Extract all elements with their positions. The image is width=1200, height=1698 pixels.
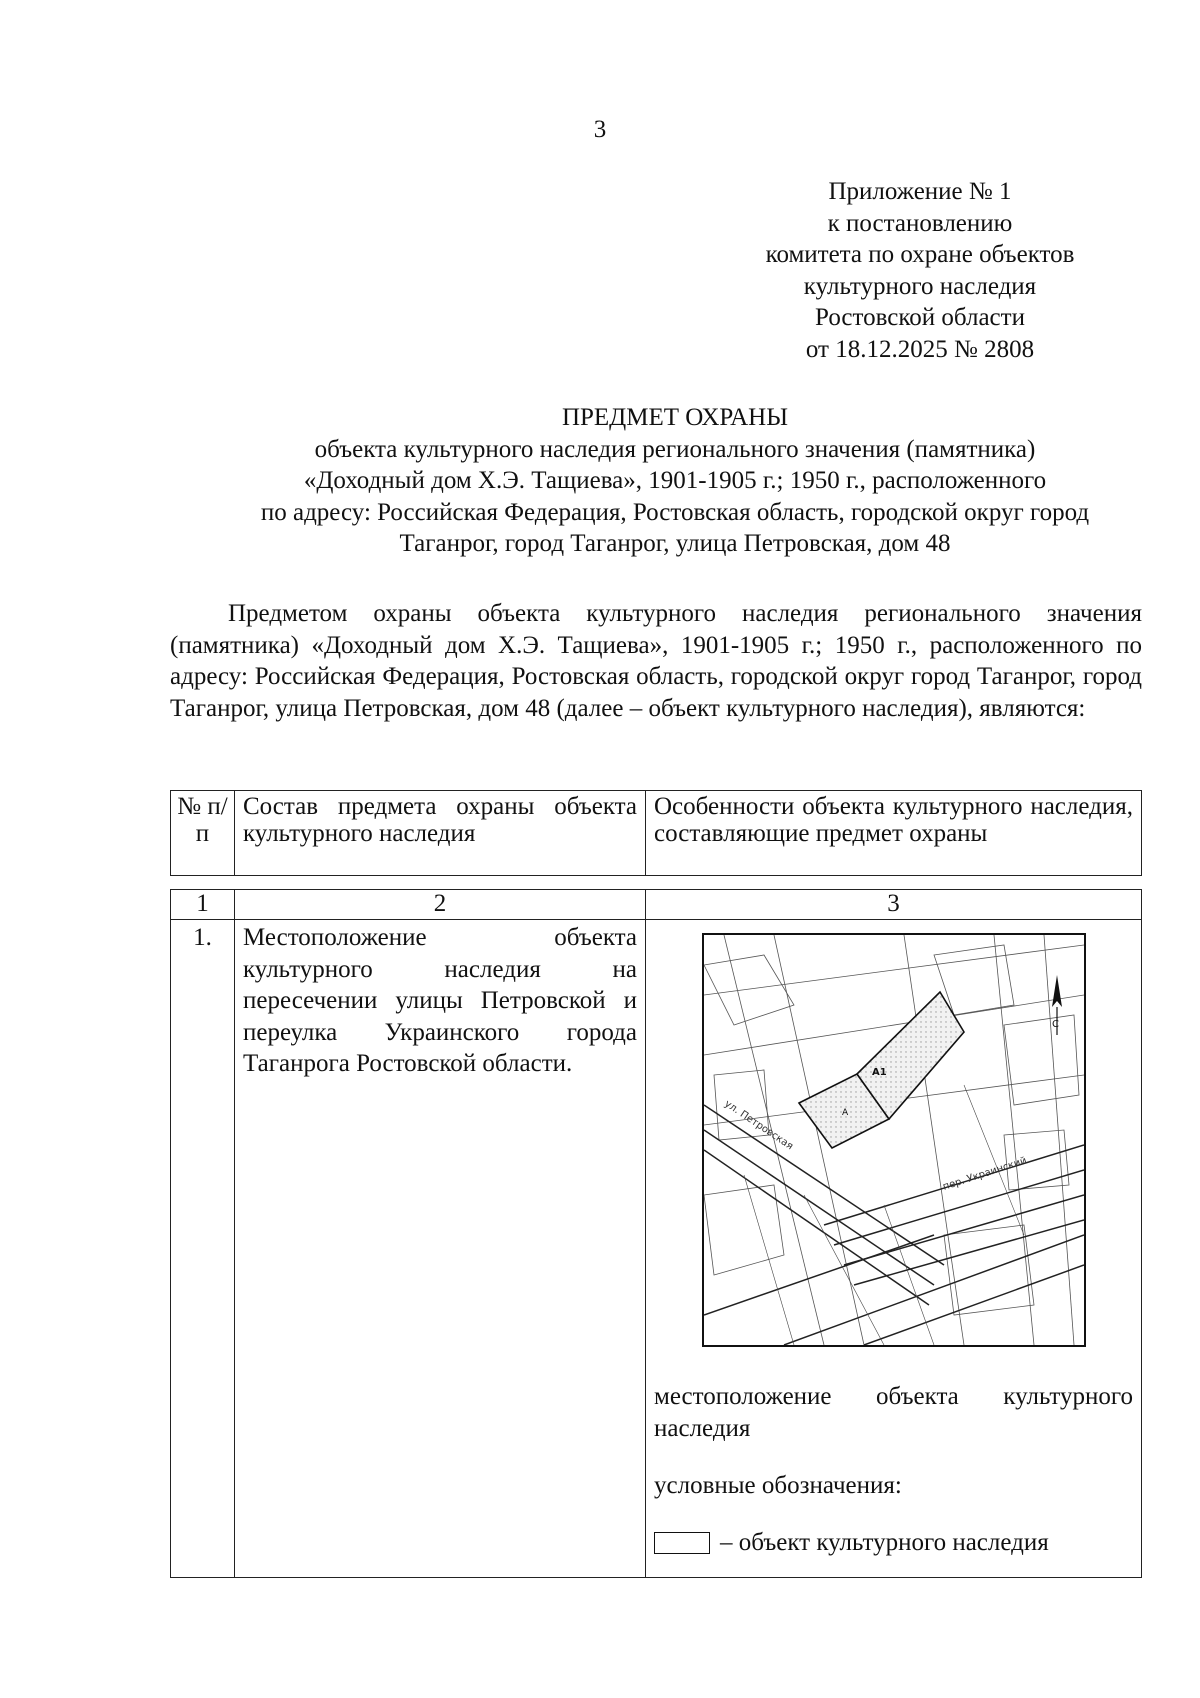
legend-item [646, 1529, 1141, 1556]
page-number: 3 [593, 116, 607, 143]
map-caption: местоположение объекта культурного наследия [654, 1383, 1133, 1442]
row-number: 1. [171, 920, 235, 1578]
title-line: по адресу: Российская Федерация, Ростовская область, городской округ город [260, 498, 1090, 526]
title-heading: ПРЕДМЕТ ОХРАНЫ [561, 404, 789, 431]
intro-paragraph: Предметом охраны объекта культурного наследия регионального значения (памятника) «Доходный дом Х.Э. Тащиева», 1901-1905 г.; 1950 г., расположенного по адресу: Российская Федерация, Ростовская область, городской округ город Таганрог, город Таганрог, улица Петровская, дом 48 (далее – объект культурного наследия), являются: [170, 600, 1142, 722]
row-composition: Местоположение объекта культурного наследия на пересечении улицы Петровской и переулка Украинского города Таганрога Ростовской области. [235, 920, 646, 1578]
building-a-label: А [841, 1108, 848, 1118]
title-line: Таганрог, город Таганрог, улица Петровская, дом 48 [399, 530, 951, 557]
protection-table [170, 889, 1142, 1578]
appendix-block [700, 176, 1140, 365]
document-title [150, 402, 1200, 560]
street-petrovskaya-label: ул. Петровская [721, 1098, 795, 1153]
north-arrow-icon [1052, 975, 1062, 1035]
legend-title: условные обозначения: [654, 1472, 902, 1499]
street-ukrainsky-label: пер. Украинский [941, 1155, 1028, 1193]
appendix-line: от 18.12.2025 № 2808 [805, 335, 1035, 363]
table-header [170, 790, 1142, 876]
map-svg [704, 935, 1084, 1345]
map-cadastral-lines [704, 935, 1084, 1345]
map-hatching [744, 1085, 1024, 1345]
title-line: объекта культурного наследия регионального значения (памятника) [314, 435, 1036, 463]
title-line: «Доходный дом Х.Э. Тащиева», 1901-1905 г.; 1950 г., расположенного [303, 467, 1047, 494]
appendix-line: к постановлению [827, 209, 1013, 237]
legend-swatch [654, 1532, 710, 1554]
location-map [702, 933, 1086, 1347]
legend-label: – объект культурного наследия [720, 1529, 1049, 1556]
row-features [646, 920, 1142, 1578]
table-row [171, 920, 1142, 1578]
header-features: Особенности объекта культурного наследия, составляющие предмет охраны [646, 791, 1142, 876]
north-label: С [1051, 1019, 1059, 1030]
map-streets [704, 1105, 1084, 1345]
column-number: 1 [171, 890, 235, 920]
appendix-line: комитета по охране объектов [765, 241, 1075, 268]
appendix-line: Приложение № 1 [828, 178, 1012, 205]
appendix-line: Ростовской области [815, 304, 1025, 331]
appendix-line: культурного наследия [803, 272, 1037, 300]
header-composition: Состав предмета охраны объекта культурного наследия [235, 791, 646, 876]
column-number: 3 [646, 890, 1142, 920]
column-number: 2 [235, 890, 646, 920]
building-a1-label: А1 [871, 1067, 887, 1078]
header-number: № п/п [171, 791, 235, 876]
